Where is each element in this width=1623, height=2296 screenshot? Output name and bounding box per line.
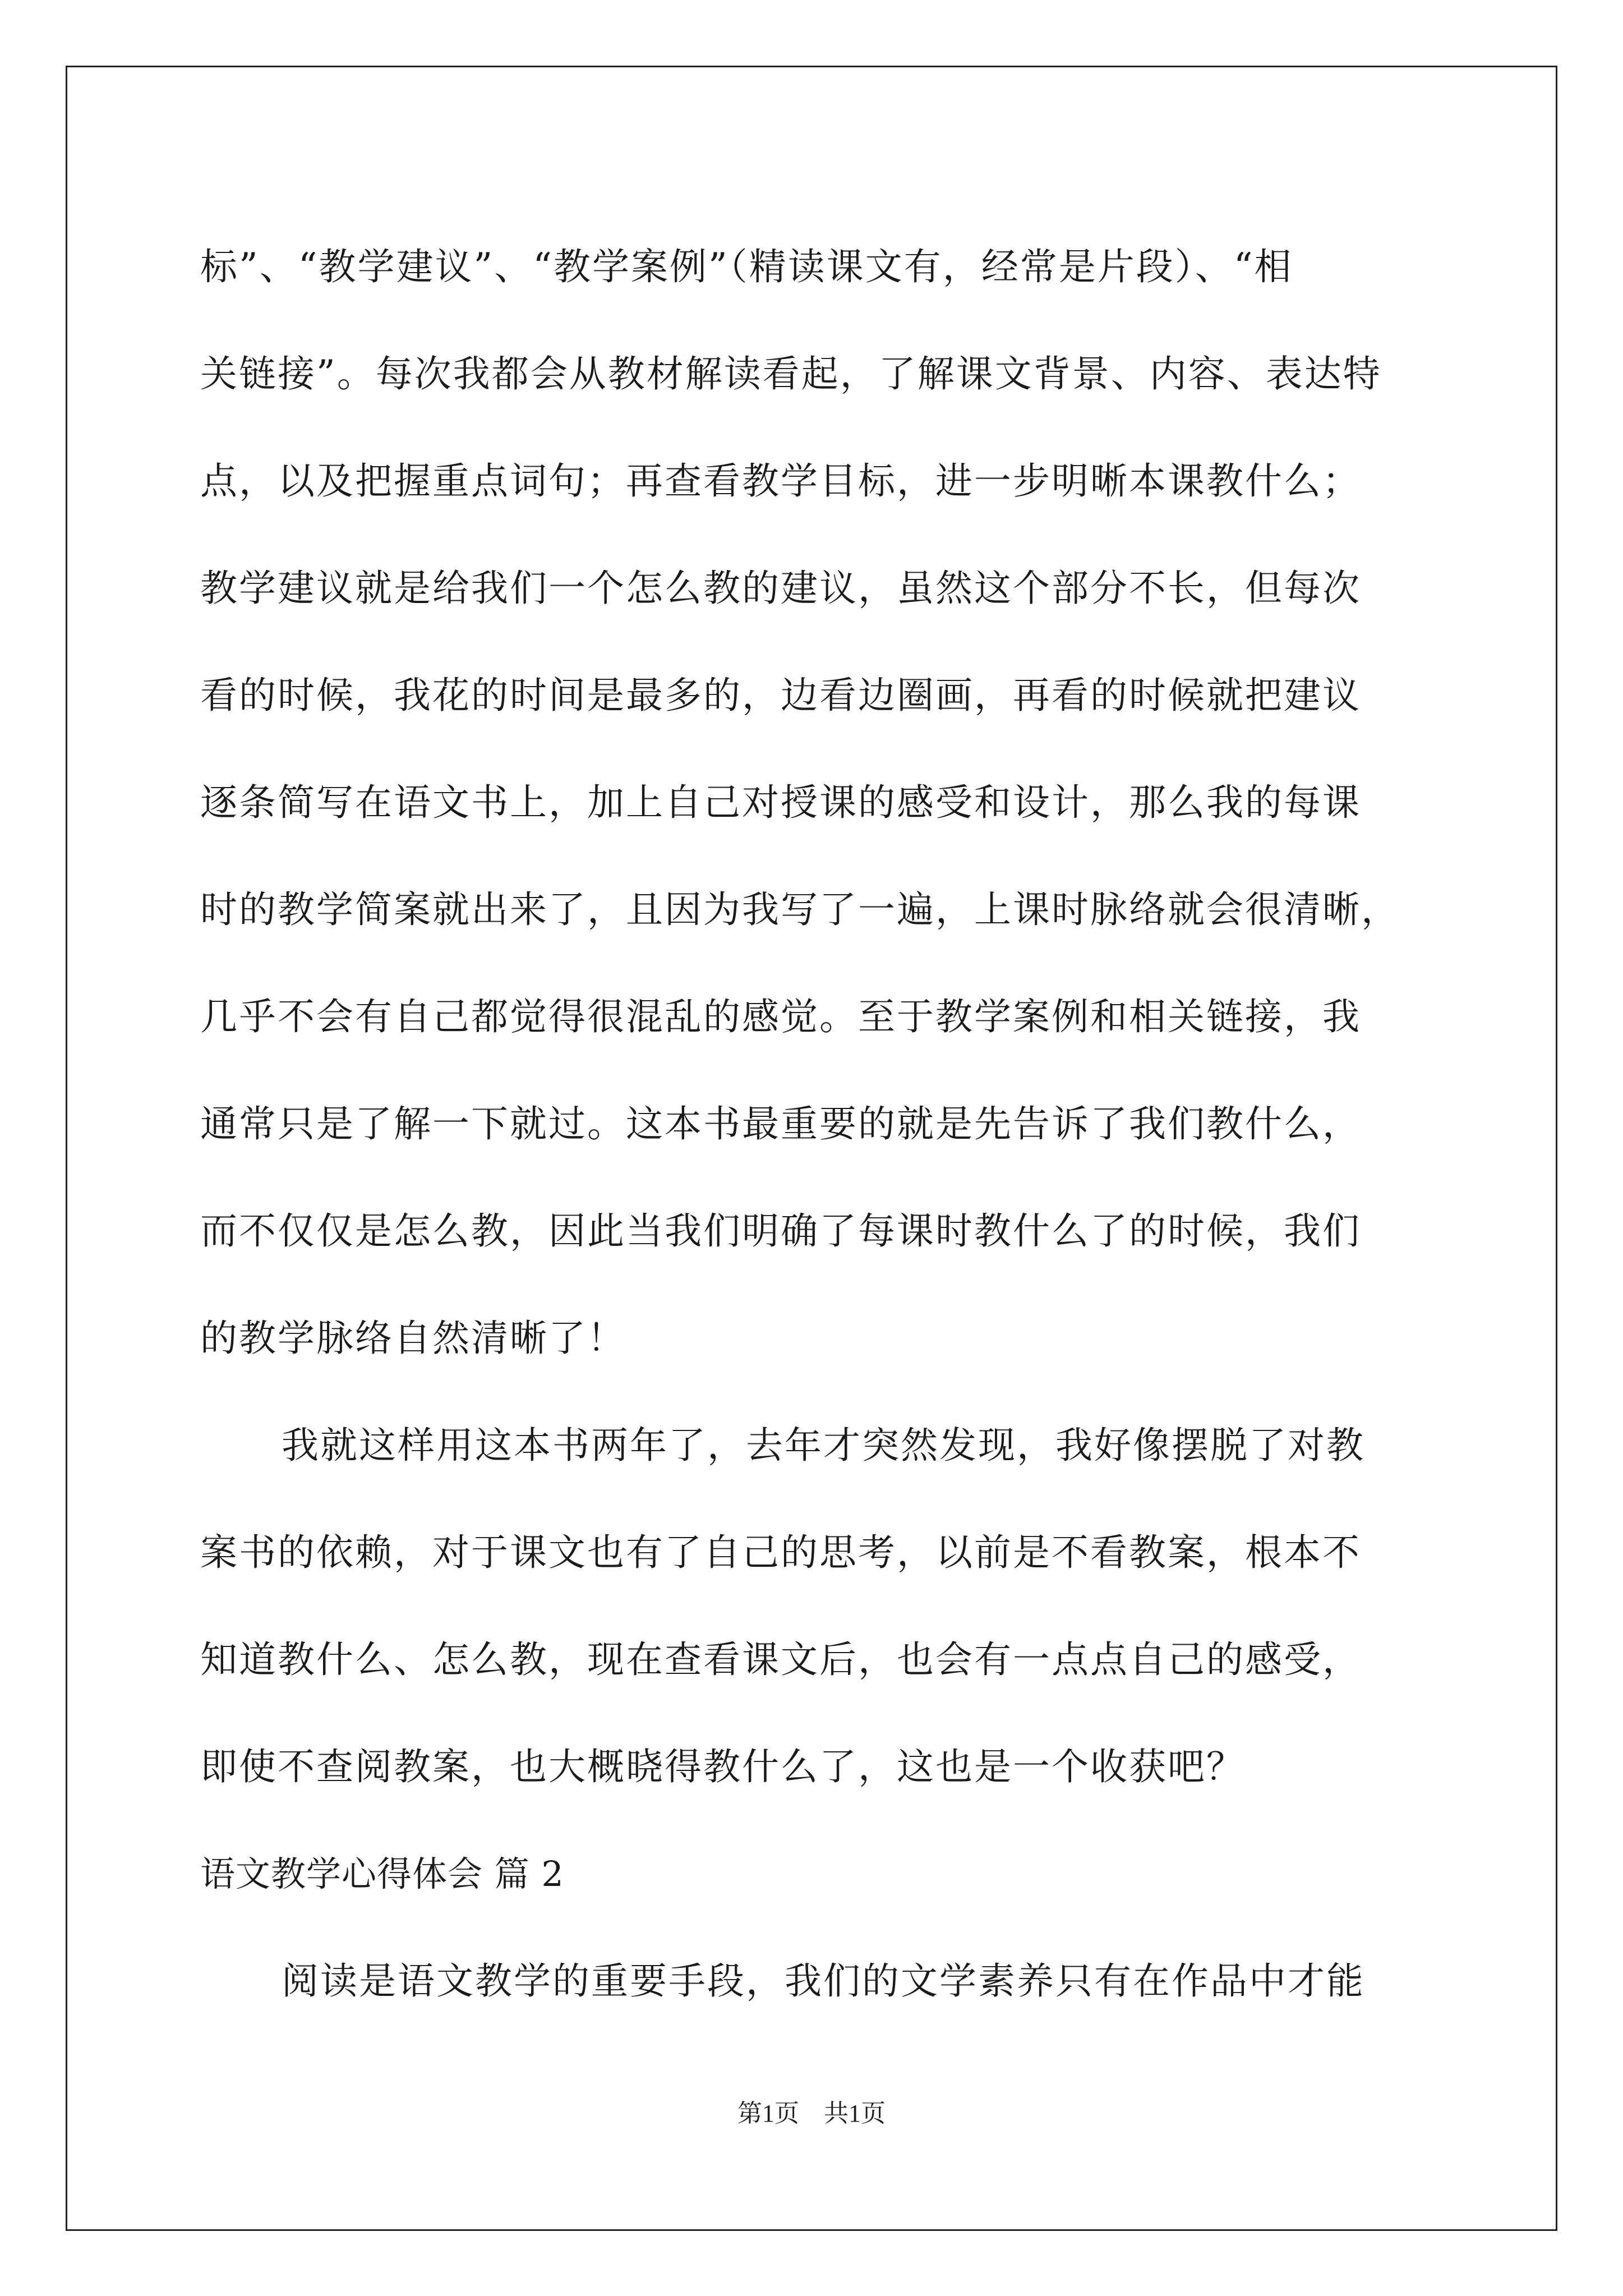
text-line: 而不仅仅是怎么教，因此当我们明确了每课时教什么了的时候，我们 (200, 1209, 1361, 1253)
text-line: 关链接”。每次我都会从教材解读看起，了解课文背景、内容、表达特 (200, 352, 1382, 395)
text-line: 时的教学简案就出来了，且因为我写了一遍，上课时脉络就会很清晰， (200, 888, 1400, 931)
text-line: 逐条简写在语文书上，加上自己对授课的感受和设计，那么我的每课 (200, 781, 1361, 824)
text-line: 的教学脉络自然清晰了！ (200, 1317, 626, 1360)
text-line: 案书的依赖，对于课文也有了自己的思考，以前是不看教案，根本不 (200, 1531, 1361, 1574)
page-footer: 第1页 共1页 (737, 2100, 886, 2127)
text-line: 看的时候，我花的时间是最多的，边看边圈画，再看的时候就把建议 (200, 674, 1361, 717)
paragraph-start-line: 阅读是语文教学的重要手段，我们的文学素养只有在作品中才能 (282, 1959, 1365, 2003)
text-line: 即使不查阅教案，也大概晓得教什么了，这也是一个收获吧？ (200, 1745, 1245, 1788)
document-body (200, 213, 1434, 2035)
text-line: 知道教什么、怎么教，现在查看课文后，也会有一点点自己的感受， (200, 1638, 1361, 1681)
text-line: 点，以及把握重点词句；再查看教学目标，进一步明晰本课教什么； (200, 459, 1361, 503)
text-line: 几乎不会有自己都觉得很混乱的感觉。至于教学案例和相关链接，我 (200, 995, 1361, 1038)
section-heading: 语文教学心得体会 篇 2 (200, 1853, 564, 1894)
text-line: 通常只是了解一下就过。这本书最重要的就是先告诉了我们教什么， (200, 1102, 1361, 1145)
paragraph-start-line: 我就这样用这本书两年了，去年才突然发现，我好像摆脱了对教 (282, 1424, 1365, 1467)
text-line: 教学建议就是给我们一个怎么教的建议，虽然这个部分不长，但每次 (200, 567, 1361, 610)
text-line: 标”、“教学建议”、“教学案例”（精读课文有，经常是片段）、“相 (200, 245, 1293, 288)
